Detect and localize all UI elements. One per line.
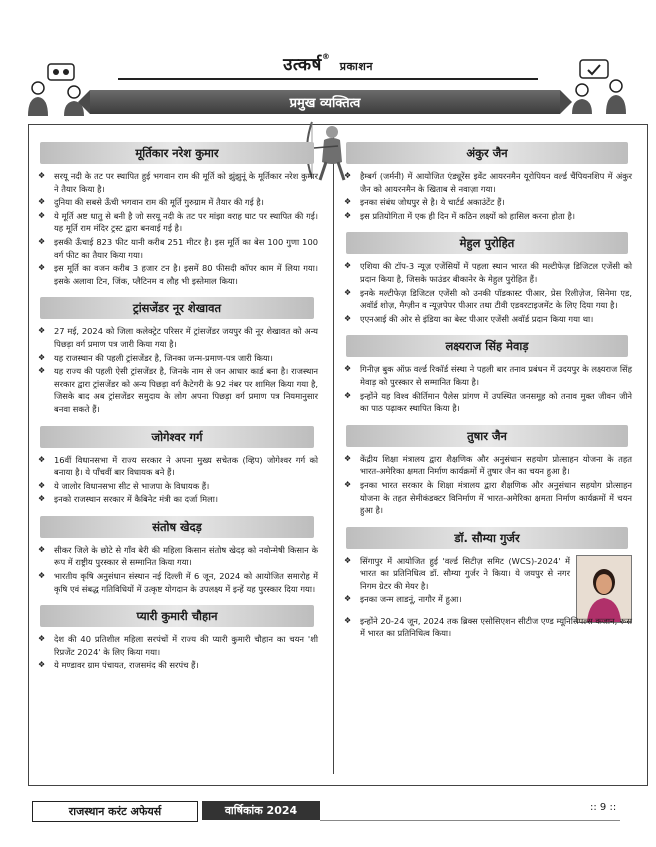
- profile-section: [342, 232, 632, 325]
- list-item: ❖ ये जालोर विधानसभा सीट से भाजपा के विधायक हैं।: [36, 480, 318, 493]
- list-item: ❖ ये मूर्ति अष्ट धातु से बनी है जो सरयू नदी के तट पर मांझा वराह घाट पर स्थापित की गई। यह मूर्ति राम मंदिर ट्रस्ट द्वारा बनवाई गई है।: [36, 210, 318, 235]
- list-item: ❖ सिंगापुर में आयोजित हुई 'वर्ल्ड सिटीज़ समिट (WCS)-2024' में भारत का प्रतिनिधित्व डॉ. सौम्या गुर्जर ने किया। ये जयपुर से नगर निगम ग्रेटर की मेयर है।: [342, 555, 570, 593]
- profile-section: [36, 516, 318, 595]
- page-number: :: 9 ::: [590, 802, 617, 813]
- profile-section: [36, 605, 318, 672]
- list-item: ❖ इन्होंने यह विश्व कीर्तिमान पैलेस प्रांगण में उपस्थित जनसमूह को तनाव मुक्त जीवन जीने का पाठ पढ़ाकर स्थापित किया है।: [342, 390, 632, 415]
- list-item: ❖ इन्होंने 20-24 जून, 2024 तक ब्रिक्स एसोसिएशन सीटीज एण्ड म्यूनिसिपल्स कजान, रूस में भारत का प्रतिनिधित्व किया।: [342, 615, 632, 640]
- section-title: लक्ष्यराज सिंह मेवाड़: [346, 335, 628, 357]
- profile-section: [342, 142, 632, 222]
- list-item: ❖ 27 मई, 2024 को जिला कलेक्ट्रेट परिसर में ट्रांसजेंडर जयपुर की नूर शेखावत को अन्य पिछड़ा वर्ग प्रमाण पत्र जारी किया गया है।: [36, 325, 318, 350]
- footer-edition-label: वार्षिकांक 2024: [202, 801, 320, 820]
- list-item: ❖ गिनीज़ बुक ऑफ़ वर्ल्ड रिकॉर्ड संस्था ने पहली बार तनाव प्रबंधन में उदयपुर के लक्ष्यराज सिंह मेवाड़ को पुरस्कार से सम्मानित किया है।: [342, 363, 632, 388]
- list-item: ❖ सीकर जिले के छोटे से गाँव बेरी की महिला किसान संतोष खेदड़ को नवोन्मेषी किसान के रूप में राष्ट्रीय पुरस्कार से सम्मानित किया गया।: [36, 544, 318, 569]
- section-title: मेहुल पुरोहित: [346, 232, 628, 254]
- profile-section: [36, 142, 318, 287]
- list-item: ❖ सरयू नदी के तट पर स्थापित हुई भगवान राम की मूर्ति को झुंझुनूं के मूर्तिकार नरेश कुमार ने तैयार किया है।: [36, 170, 318, 195]
- section-title: जोगेश्वर गर्ग: [40, 426, 314, 448]
- list-item: ❖ दुनिया की सबसे ऊँची भगवान राम की मूर्ति गुरुग्राम में तैयार की गई है।: [36, 196, 318, 209]
- list-item: ❖ हैम्बर्ग (जर्मनी) में आयोजित एंड्यूरेंस इवेंट आयरनमैन यूरोपियन वर्ल्ड चैंपियनशिप में अंकुर जैन को आयरनमैन के खिताब से नवाज़ा गया।: [342, 170, 632, 195]
- profile-section: [342, 425, 632, 517]
- list-item: ❖ इनको राजस्थान सरकार में कैबिनेट मंत्री का दर्जा मिला।: [36, 493, 318, 506]
- list-item: ❖ इस मूर्ति का वजन करीब 3 हजार टन है। इसमें 80 फीसदी कॉपर काम में लिया गया। इसके अलावा टिन, जिंक, प्लैटिनम व लौह भी इस्तेमाल किया।: [36, 262, 318, 287]
- profile-photo: [576, 555, 632, 623]
- footer-rule: [320, 820, 620, 821]
- section-title: संतोष खेदड़: [40, 516, 314, 538]
- profile-section: [36, 297, 318, 415]
- list-item: ❖ यह राज्य की पहली ऐसी ट्रांसजेंडर है, जिनके नाम से जन आधार कार्ड बना है। राजस्थान सरकार द्वारा ट्रांसजेंडर को अन्य पिछड़ा वर्ग कैटेगरी के 92 नंबर पर शामिल किया गया है, जिसके बाद अब ट्रांसजेंडर समुदाय के लोग अपना पिछड़ा वर्ग प्रमाण पत्र नियमानुसार बनवा सकते हैं।: [36, 365, 318, 415]
- list-item: ❖ इसकी ऊँचाई 823 फीट यानी करीब 251 मीटर है। इस मूर्ति का बेस 100 गुणा 100 वर्ग फीट का तैयार किया गया।: [36, 236, 318, 261]
- left-column: [36, 142, 318, 682]
- list-item: ❖ ये मण्डावर ग्राम पंचायत, राजसमंद की सरपंच हैं।: [36, 659, 318, 672]
- list-item: ❖ इनका भारत सरकार के शिक्षा मंत्रालय द्वारा शैक्षणिक और अनुसंधान सहयोग प्रोत्साहन योजना के तहत सेमीकंडक्टर विनिर्माण में भारत-अमेरिका क्षमता निर्माण कार्यक्रमों में चयन हुआ है।: [342, 479, 632, 517]
- section-title: ट्रांसजेंडर नूर शेखावत: [40, 297, 314, 319]
- banner-title: प्रमुख व्यक्तित्व: [289, 96, 361, 111]
- brand-main: उत्कर्ष: [283, 55, 322, 75]
- profile-section: [36, 426, 318, 506]
- profile-section: [342, 527, 632, 640]
- right-column: [342, 142, 632, 650]
- list-item: ❖ एशिया की टॉप-3 न्यूज़ एजेंसियों में पहला स्थान भारत की मल्टीफेज़ डिजिटल एजेंसी को प्रदान किया है, जिसके फाउंडर बीकानेर के मेहुल पुरोहित हैं।: [342, 260, 632, 285]
- list-item: ❖ इनका संबंध जोधपुर से है। ये चार्टर्ड अकाउंटेंट हैं।: [342, 196, 632, 209]
- list-item: ❖ इनके मल्टीफेज़ डिजिटल एजेंसी को उनकी पॉडकास्ट पीआर, प्रेस रिलीज़ेज, सिनेमा एड, अवॉर्ड शोज़, मैग्ज़ीन व न्यूज़पेपर पीआर तथा टीवी एडवरटाइजमेंट के लिए दिया गया है।: [342, 287, 632, 312]
- section-title: तुषार जैन: [346, 425, 628, 447]
- list-item: ❖ भारतीय कृषि अनुसंधान संस्थान नई दिल्ली में 6 जून, 2024 को आयोजित समारोह में कृषि एवं संबद्ध गतिविधियों में उत्कृष्ट योगदान के उपलक्ष्य में इन्हें यह पुरस्कार दिया गया।: [36, 570, 318, 595]
- brand-sub: प्रकाशन: [339, 60, 373, 73]
- list-item: ❖ एएनआई की ओर से इंडिया का बेस्ट पीआर एजेंसी अवॉर्ड प्रदान किया गया था।: [342, 313, 632, 326]
- section-title: डॉ. सौम्या गुर्जर: [346, 527, 628, 549]
- list-item: ❖ यह राजस्थान की पहली ट्रांसजेंडर है, जिनका जन्म-प्रमाण-पत्र जारी किया।: [36, 352, 318, 365]
- page-section-banner: [90, 90, 560, 114]
- brand-registered-mark: ®: [321, 52, 331, 61]
- teacher-student-icon: [568, 58, 634, 114]
- section-title: मूर्तिकार नरेश कुमार: [40, 142, 314, 164]
- header-rule: [118, 78, 538, 80]
- list-item: ❖ इनका जन्म लाडनूं, नागौर में हुआ।: [342, 593, 570, 606]
- publisher-brand: [0, 52, 656, 75]
- section-title: अंकुर जैन: [346, 142, 628, 164]
- column-divider: [333, 134, 334, 774]
- list-item: ❖ देश की 40 प्रतिशील महिला सरपंचों में राज्य की प्यारी कुमारी चौहान का चयन 'शी रिप्रजेंट 2024' के लिए किया गया।: [36, 633, 318, 658]
- footer-magazine-label: राजस्थान करंट अफेयर्स: [32, 801, 198, 822]
- profile-section: [342, 335, 632, 414]
- list-item: ❖ इस प्रतियोगिता में एक ही दिन में कठिन लक्ष्यों को हासिल करना होता है।: [342, 210, 632, 223]
- section-title: प्यारी कुमारी चौहान: [40, 605, 314, 627]
- list-item: ❖ 16वीं विधानसभा में राज्य सरकार ने अपना मुख्य सचेतक (व्हिप) जोगेश्वर गर्ग को बनाया है। ये पाँचवीं बार विधायक बने हैं।: [36, 454, 318, 479]
- list-item: ❖ केंद्रीय शिक्षा मंत्रालय द्वारा शैक्षणिक और अनुसंधान सहयोग प्रोत्साहन योजना के तहत भारत-अमेरिका क्षमता निर्माण कार्यक्रमों में तुषार जैन का चयन हुआ है।: [342, 453, 632, 478]
